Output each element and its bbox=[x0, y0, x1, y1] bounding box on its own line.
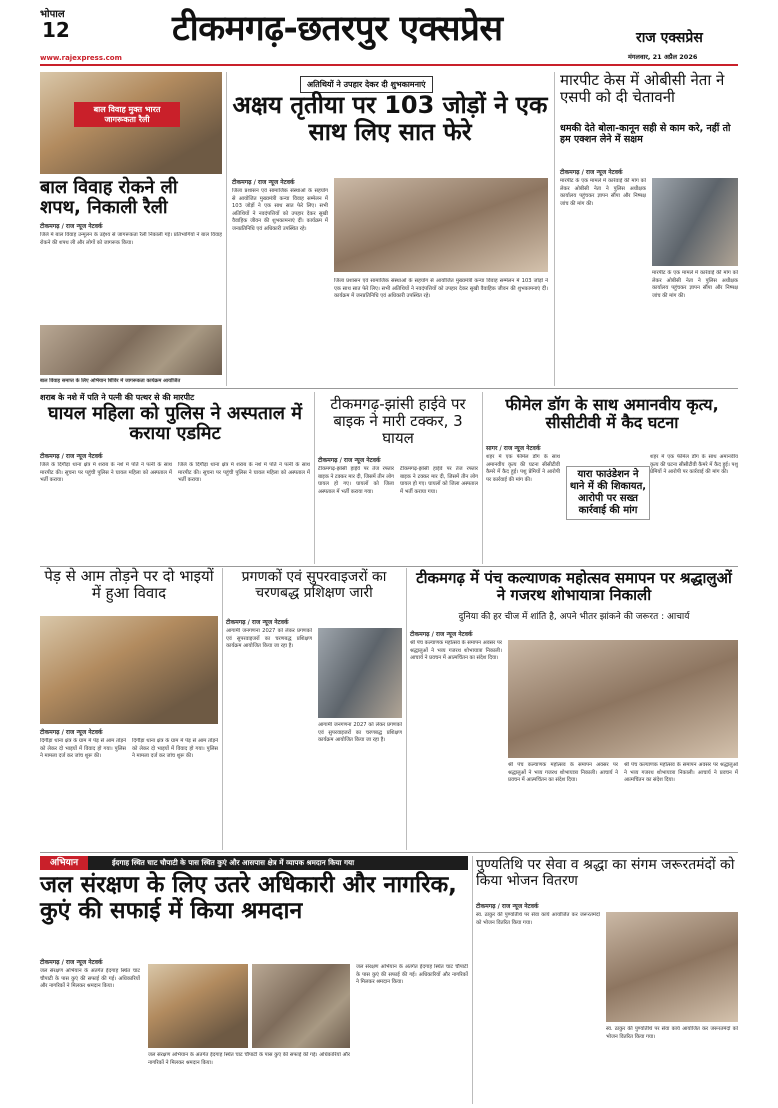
byline: टीकमगढ़ / राज न्यूज नेटवर्क bbox=[476, 903, 539, 910]
brand-name: राज एक्सप्रेस bbox=[636, 30, 703, 46]
well-photo-2 bbox=[252, 964, 350, 1048]
jal-body-3: जल संरक्षण अभियान के अंतर्गत ईदगाह स्थित चाट चौपाटी के पास कुएं की सफाई की गई। अधिकारियों और नागरिकों ने मिलकर श्रमदान किया। bbox=[356, 964, 468, 986]
akshaya-body-2: जिला प्रशासन एवं सामाजिक संस्थाओं के सहयोग से आयोजित मुख्यमंत्री कन्या विवाह सम्मेलन में 103 जोड़ों ने एक साथ सात फेरे लिए। सभी अतिथियों ने नवदंपत्तियों को उपहार देकर सुखी वैवाहिक जीवन की शुभकामनाएं दीं। कार्यक्रम में जनप्रतिनिधि एवं अधिकारी उपस्थित रहे। bbox=[334, 278, 548, 300]
training-photo bbox=[318, 628, 402, 718]
dog-body: शहर में एक फीमेल डॉग के साथ अमानवीय कृत्य की घटना सीसीटीवी कैमरे में कैद हुई। पशु प्रेमियों ने आरोपी पर कार्रवाई की मांग की। bbox=[486, 454, 560, 483]
byline: टीकमगढ़ / राज न्यूज नेटवर्क bbox=[40, 223, 103, 230]
jal-body: जल संरक्षण अभियान के अंतर्गत ईदगाह स्थित चाट चौपाटी के पास कुएं की सफाई की गई। अधिकारियों और नागरिकों ने मिलकर श्रमदान किया। bbox=[40, 968, 140, 990]
masthead-rule bbox=[40, 64, 738, 66]
rally-banner: बाल विवाह मुक्त भारत जागरूकता रैली bbox=[74, 102, 180, 127]
panch-body: श्री पंच कल्याणक महोत्सव के समापन अवसर पर श्रद्धालुओं ने भव्य गजरथ शोभायात्रा निकाली। आचार्य ने प्रवचन में आत्मचिंतन का संदेश दिया। bbox=[410, 640, 502, 662]
site-url[interactable]: www.rajexpress.com bbox=[40, 54, 122, 62]
byline: टीकमगढ़ / राज न्यूज नेटवर्क bbox=[40, 729, 103, 736]
obc-body: मारपीट के एक मामले में कार्रवाई की मांग को लेकर ओबीसी नेता ने पुलिस अधीक्षक कार्यालय पहुंचकर ज्ञापन सौंपा और निष्पक्ष जांच की मांग की। bbox=[560, 178, 646, 207]
panch-body-3: श्री पंच कल्याणक महोत्सव के समापन अवसर पर श्रद्धालुओं ने भव्य गजरथ शोभायात्रा निकाली। आचार्य ने प्रवचन में आत्मचिंतन का संदेश दिया। bbox=[624, 762, 738, 784]
camp-caption: बाल विवाह समाप्त के लिए अभियान शिविर में जागरूकता कार्यक्रम आयोजित bbox=[40, 378, 181, 384]
page-number: 12 bbox=[42, 18, 70, 42]
jal-headline: जल संरक्षण के लिए उतरे अधिकारी और नागरिक, कुएं की सफाई में किया श्रमदान bbox=[40, 872, 457, 925]
section-title: टीकमगढ़-छतरपुर एक्सप्रेस bbox=[172, 9, 503, 49]
ped-photo bbox=[40, 616, 218, 724]
punya-body: स्व. ठाकुर की पुण्यतिथि पर सेवा कार्य आयोजित कर जरूरतमंदों को भोजन वितरित किया गया। bbox=[476, 912, 600, 926]
gajrath-photo bbox=[508, 640, 738, 758]
sharab-headline: घायल महिला को पुलिस ने अस्पताल में कराया एडमिट bbox=[48, 403, 302, 445]
dog-body-2: शहर में एक फीमेल डॉग के साथ अमानवीय कृत्य की घटना सीसीटीवी कैमरे में कैद हुई। पशु प्रेमियों ने आरोपी पर कार्रवाई की मांग की। bbox=[650, 454, 738, 476]
panch-body-2: श्री पंच कल्याणक महोत्सव के समापन अवसर पर श्रद्धालुओं ने भव्य गजरथ शोभायात्रा निकाली। आचार्य ने प्रवचन में आत्मचिंतन का संदेश दिया। bbox=[508, 762, 618, 784]
obc-headline: मारपीट केस में ओबीसी नेता ने एसपी को दी चेतावनी bbox=[560, 71, 725, 106]
byline: टीकमगढ़ / राज न्यूज नेटवर्क bbox=[410, 631, 473, 638]
well-photo-1 bbox=[148, 964, 248, 1048]
sharab-body: जिले के दिगौड़ा थाना क्षेत्र में शराब के नशे में पति ने पत्नी के साथ मारपीट की। सूचना पर पहुंची पुलिस ने घायल महिला को अस्पताल में भर्ती कराया। bbox=[40, 462, 172, 484]
obc-body-2: मारपीट के एक मामले में कार्रवाई की मांग को लेकर ओबीसी नेता ने पुलिस अधीक्षक कार्यालय पहुंचकर ज्ञापन सौंपा और निष्पक्ष जांच की मांग की। bbox=[652, 270, 738, 299]
masthead bbox=[0, 0, 778, 70]
akshaya-kicker: अतिथियों ने उपहार देकर दी शुभकामनाएं bbox=[300, 76, 433, 93]
byline: टीकमगढ़ / राज न्यूज नेटवर्क bbox=[40, 959, 103, 966]
panch-subhead: दुनिया की हर चीज में शांति है, अपने भीतर झांकने की जरूरत : आचार्य bbox=[458, 612, 690, 622]
ped-body-2: दिगौड़ा थाना क्षेत्र के ग्राम में पेड़ से आम तोड़ने को लेकर दो भाइयों में विवाद हो गया। पुलिस ने मामला दर्ज कर जांच शुरू की। bbox=[132, 738, 218, 760]
jal-kicker: ईदगाह स्थित चाट चौपाटी के पास स्थित कुएं और आसपास क्षेत्र में व्यापक श्रमदान किया गया bbox=[112, 858, 355, 867]
highway-body-2: टीकमगढ़-झांसी हाईवे पर तेज रफ्तार बाइक ने टक्कर मार दी, जिसमें तीन लोग घायल हो गए। घायलों को जिला अस्पताल में भर्ती कराया गया। bbox=[400, 466, 478, 495]
byline: सागर / राज न्यूज नेटवर्क bbox=[486, 445, 541, 452]
jal-tag: अभियान bbox=[40, 856, 88, 870]
byline: टीकमगढ़ / राज न्यूज नेटवर्क bbox=[40, 453, 103, 460]
punya-headline: पुण्यतिथि पर सेवा व श्रद्धा का संगम जरूरतमंदों को किया भोजन वितरण bbox=[476, 857, 735, 889]
akshaya-headline: अक्षय तृतीया पर 103 जोड़ों ने एक साथ लिए सात फेरे bbox=[232, 91, 548, 146]
pragnak-body-2: आगामी जनगणना 2027 को लेकर प्रगणकों एवं सुपरवाइजरों का चरणबद्ध प्रशिक्षण कार्यक्रम आयोजित किया जा रहा है। bbox=[318, 722, 402, 744]
bhojan-photo bbox=[606, 912, 738, 1022]
sharab-body-2: जिले के दिगौड़ा थाना क्षेत्र में शराब के नशे में पति ने पत्नी के साथ मारपीट की। सूचना पर पहुंची पुलिस ने घायल महिला को अस्पताल में भर्ती कराया। bbox=[178, 462, 310, 484]
jal-body-2: जल संरक्षण अभियान के अंतर्गत ईदगाह स्थित चाट चौपाटी के पास कुएं की सफाई की गई। अधिकारियों और नागरिकों ने मिलकर श्रमदान किया। bbox=[148, 1052, 350, 1066]
highway-headline: टीकमगढ़-झांसी हाईवे पर बाइक ने मारी टक्कर, 3 घायल bbox=[330, 395, 466, 447]
byline: टीकमगढ़ / राज न्यूज नेटवर्क bbox=[318, 457, 381, 464]
rally-photo bbox=[40, 72, 222, 174]
obc-leader-photo bbox=[652, 178, 738, 266]
dog-pull-quote: यारा फाउंडेशन ने थाने में की शिकायत, आरोपी पर सख्त कार्रवाई की मांग bbox=[566, 466, 650, 520]
pragnak-headline: प्रगणकों एवं सुपरवाइजरों का चरणबद्ध प्रशिक्षण जारी bbox=[241, 569, 387, 601]
wedding-photo bbox=[334, 178, 548, 272]
punya-body-2: स्व. ठाकुर की पुण्यतिथि पर सेवा कार्य आयोजित कर जरूरतमंदों को भोजन वितरित किया गया। bbox=[606, 1026, 738, 1040]
akshaya-body: जिला प्रशासन एवं सामाजिक संस्थाओं के सहयोग से आयोजित मुख्यमंत्री कन्या विवाह सम्मेलन में 103 जोड़ों ने एक साथ सात फेरे लिए। सभी अतिथियों ने नवदंपत्तियों को उपहार देकर सुखी वैवाहिक जीवन की शुभकामनाएं दीं। कार्यक्रम में जनप्रतिनिधि एवं अधिकारी उपस्थित रहे। bbox=[232, 188, 328, 232]
ped-headline: पेड़ से आम तोड़ने पर दो भाइयों में हुआ विवाद bbox=[44, 567, 214, 602]
pragnak-body: आगामी जनगणना 2027 को लेकर प्रगणकों एवं सुपरवाइजरों का चरणबद्ध प्रशिक्षण कार्यक्रम आयोजित किया जा रहा है। bbox=[226, 628, 312, 650]
child-marriage-body: जिले में बाल विवाह उन्मूलन के उद्देश्य से जागरूकता रैली निकाली गई। प्रतिभागियों ने बाल विवाह रोकने की शपथ ली और लोगों को जागरूक किया। bbox=[40, 232, 222, 246]
obc-subhead: धमकी देते बोला-कानून सही से काम करे, नहीं तो हम एक्शन लेने में सक्षम bbox=[560, 123, 731, 145]
highway-body: टीकमगढ़-झांसी हाईवे पर तेज रफ्तार बाइक ने टक्कर मार दी, जिसमें तीन लोग घायल हो गए। घायलों को जिला अस्पताल में भर्ती कराया गया। bbox=[318, 466, 394, 495]
city-label: भोपाल bbox=[40, 9, 65, 20]
issue-date: मंगलवार, 21 अप्रैल 2026 bbox=[628, 53, 698, 61]
byline: टीकमगढ़ / राज न्यूज नेटवर्क bbox=[560, 169, 623, 176]
child-marriage-headline: बाल विवाह रोकने ली शपथ, निकाली रैली bbox=[40, 177, 178, 219]
sharab-kicker: शराब के नशे में पति ने पत्नी की पत्थर से की मारपीट bbox=[40, 393, 195, 402]
byline: टीकमगढ़ / राज न्यूज नेटवर्क bbox=[232, 179, 295, 186]
byline: टीकमगढ़ / राज न्यूज नेटवर्क bbox=[226, 619, 289, 626]
dog-headline: फीमेल डॉग के साथ अमानवीय कृत्य, सीसीटीवी में कैद घटना bbox=[505, 395, 719, 432]
camp-photo bbox=[40, 325, 222, 375]
ped-body: दिगौड़ा थाना क्षेत्र के ग्राम में पेड़ से आम तोड़ने को लेकर दो भाइयों में विवाद हो गया। पुलिस ने मामला दर्ज कर जांच शुरू की। bbox=[40, 738, 126, 760]
panch-headline: टीकमगढ़ में पंच कल्याणक महोत्सव समापन पर श्रद्धालुओं ने गजरथ शोभायात्रा निकाली bbox=[416, 569, 732, 604]
